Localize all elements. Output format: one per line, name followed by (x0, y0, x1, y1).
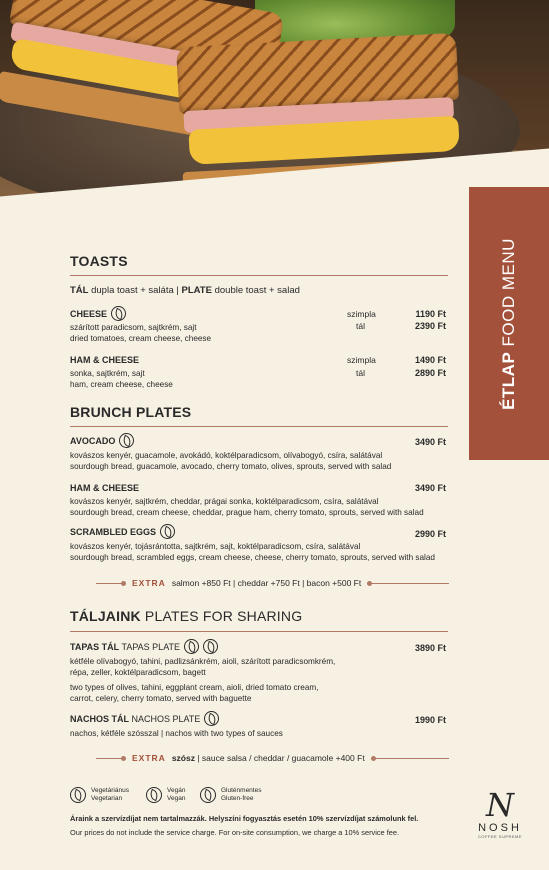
item-name: CHEESE (70, 306, 126, 321)
leaf-icon (160, 524, 175, 539)
item-price: 2890 Ft (414, 368, 446, 378)
item-price: 2390 Ft (414, 321, 446, 331)
item-name: TAPAS TÁL TAPAS PLATE (70, 639, 218, 654)
vegan-icon (119, 433, 134, 448)
leaf-icon (70, 787, 86, 803)
item-price: 3890 Ft (414, 643, 446, 653)
logo-word: NOSH (478, 822, 522, 834)
item-price: 1490 Ft (414, 355, 446, 365)
side-tab-thin: FOOD MENU (499, 237, 519, 346)
footer-note-hu: Áraink a szervízdíjat nem tartalmazzák. Helyszíni fogyasztás esetén 10% szervízdíjat számolunk fel. (70, 814, 419, 823)
size-label: tál (356, 368, 365, 378)
leaf-icon (184, 639, 199, 654)
item-desc-hu: kovászos kenyér, sajtkrém, cheddar, prágai sonka, koktélparadicsom, csíra, salátával (70, 497, 379, 506)
extra-text: szósz | sauce salsa / cheddar / guacamole +400 Ft (171, 753, 365, 763)
legend-gluten-free: Gluténmentes Gluten-free (200, 787, 261, 803)
vegan-icon (146, 787, 162, 803)
item-price: 2990 Ft (414, 529, 446, 539)
extras-row (96, 578, 449, 588)
item-desc-en: sourdough bread, scrambled eggs, cream cheese, cheese, cherry tomato, sprouts, served with salad (70, 553, 435, 562)
size-label: tál (356, 321, 365, 331)
leaf-icon (111, 306, 126, 321)
item-desc-hu: kovászos kenyér, tojásrántotta, sajtkrém, sajt, koktélparadicsom, csíra, salátával (70, 542, 361, 551)
extras-row (96, 753, 449, 763)
item-desc-en: dried tomatoes, cream cheese, cheese (70, 334, 212, 343)
vegan-icon (203, 639, 218, 654)
logo-mark: N (486, 786, 514, 824)
divider (70, 426, 448, 427)
divider (70, 631, 448, 632)
extra-text: salmon +850 Ft | cheddar +750 Ft | bacon +500 Ft (171, 578, 362, 588)
size-label: szimpla (347, 309, 376, 319)
footer-note-en: Our prices do not include the service charge. For on-site consumption, we charge a 10% service fee. (70, 828, 400, 837)
brand-logo (470, 788, 530, 839)
legend-vegan: Vegán Vegan (146, 787, 185, 803)
extra-label: EXTRA (132, 578, 166, 588)
extra-label: EXTRA (132, 753, 166, 763)
item-price: 3490 Ft (414, 437, 446, 447)
side-tab-bold: ÉTLAP (499, 351, 519, 410)
item-name: NACHOS TÁL NACHOS PLATE (70, 711, 219, 726)
item-desc-hu: szárított paradicsom, sajtkrém, sajt (70, 323, 197, 332)
toasts-intro: TÁL dupla toast + saláta | PLATE double toast + salad (70, 285, 300, 296)
item-desc-hu: répa, zeller, koktélparadicsom, bagett (70, 668, 206, 677)
divider (70, 275, 448, 276)
item-name: HAM & CHEESE (70, 355, 140, 365)
item-name: HAM & CHEESE (70, 483, 140, 493)
item-desc-hu: sonka, sajtkrém, sajt (70, 369, 145, 378)
legend-vegetarian: Vegetáriánus Vegetarian (70, 787, 129, 803)
section-title-sharing: TÁLJAINK PLATES FOR SHARING (70, 608, 303, 624)
item-desc-en: two types of olives, tahini, eggplant cream, aioli, dried tomato cream, (70, 683, 319, 692)
section-title-toasts: TOASTS (70, 253, 128, 269)
item-desc-en: sourdough bread, cream cheese, cheddar, prague ham, cherry tomato, sprouts, served with salad (70, 508, 424, 517)
item-price: 3490 Ft (414, 483, 446, 493)
item-price: 1990 Ft (414, 715, 446, 725)
item-desc-hu: kovászos kenyér, guacamole, avokádó, koktélparadicsom, olívabogyó, csíra, salátával (70, 451, 383, 460)
item-desc-en: carrot, celery, cherry tomato, served with baguette (70, 694, 252, 703)
section-title-brunch: BRUNCH PLATES (70, 404, 192, 420)
item-desc-en: sourdough bread, guacamole, avocado, cherry tomato, olives, sprouts, served with salad (70, 462, 392, 471)
item-desc-hu: kétféle olívabogyó, tahini, padlizsánkrém, aioli, szárított paradicsomkrém, (70, 657, 336, 666)
item-desc: nachos, kétféle szósszal | nachos with two types of sauces (70, 729, 283, 738)
gluten-free-icon (200, 787, 216, 803)
size-label: szimpla (347, 355, 376, 365)
logo-sub: COFFEE SUPREME (477, 834, 523, 839)
item-name: AVOCADO (70, 433, 134, 448)
hero-photo (0, 0, 549, 245)
item-name: SCRAMBLED EGGS (70, 524, 175, 539)
leaf-icon (204, 711, 219, 726)
menu-side-tab (469, 187, 549, 460)
item-desc-en: ham, cream cheese, cheese (70, 380, 173, 389)
item-price: 1190 Ft (415, 309, 446, 319)
